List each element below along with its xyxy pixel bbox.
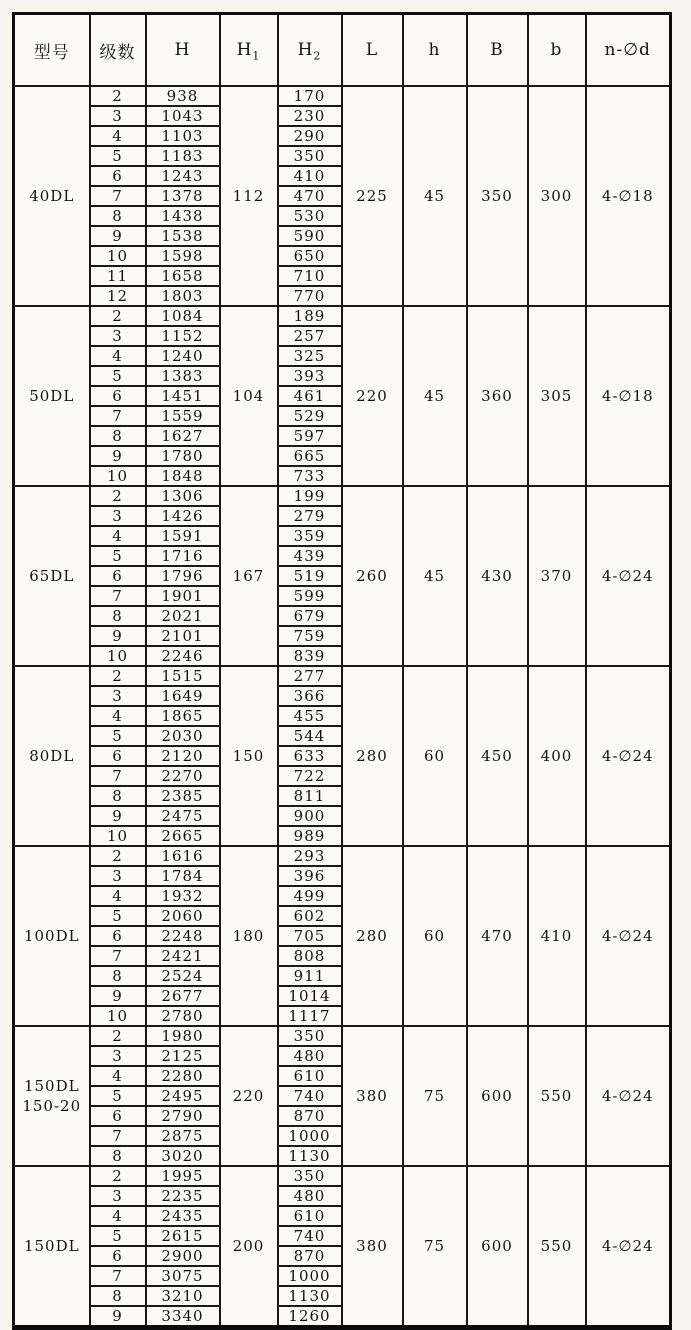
stage-cell: 3 (90, 326, 146, 346)
stage-cell: 2 (90, 486, 146, 506)
l-value-cell: 380 (342, 1166, 403, 1328)
stage-cell: 5 (90, 906, 146, 926)
model-label-line: 150DL (23, 1237, 80, 1255)
h-value-cell: 1383 (146, 366, 220, 386)
bolt-holes-cell: 4-∅18 (586, 306, 671, 486)
model-label-line: 65DL (29, 567, 75, 585)
b-large-value-cell: 430 (467, 486, 528, 666)
h-value-cell: 1183 (146, 146, 220, 166)
h2-value-cell: 396 (278, 866, 342, 886)
h-value-cell: 1243 (146, 166, 220, 186)
column-header-subscript: 1 (252, 49, 261, 63)
h-value-cell: 3340 (146, 1306, 220, 1328)
l-value-cell: 380 (342, 1026, 403, 1166)
bolt-holes-cell: 4-∅24 (586, 1026, 671, 1166)
h-value-cell: 1103 (146, 126, 220, 146)
h2-value-cell: 759 (278, 626, 342, 646)
stage-cell: 6 (90, 566, 146, 586)
table-row (14, 666, 671, 686)
model-label-line: 150-20 (22, 1097, 82, 1115)
h2-value-cell: 599 (278, 586, 342, 606)
stage-cell: 4 (90, 346, 146, 366)
stage-cell: 5 (90, 1086, 146, 1106)
table-row (14, 306, 671, 326)
h2-value-cell: 610 (278, 1206, 342, 1226)
h1-value-cell: 167 (220, 486, 278, 666)
h-value-cell: 1980 (146, 1026, 220, 1046)
h2-value-cell: 293 (278, 846, 342, 866)
b-small-value-cell: 400 (528, 666, 586, 846)
table-row (14, 86, 671, 106)
model-cell (14, 846, 90, 1026)
stage-cell: 8 (90, 426, 146, 446)
h-value-cell: 2875 (146, 1126, 220, 1146)
h2-value-cell: 519 (278, 566, 342, 586)
stage-cell: 10 (90, 246, 146, 266)
h2-value-cell: 911 (278, 966, 342, 986)
column-header-L (342, 14, 403, 87)
stage-cell: 3 (90, 866, 146, 886)
column-header-b (528, 14, 586, 87)
stage-cell: 2 (90, 306, 146, 326)
stage-cell: 7 (90, 946, 146, 966)
stage-cell: 10 (90, 826, 146, 846)
h2-value-cell: 530 (278, 206, 342, 226)
stage-cell: 7 (90, 1126, 146, 1146)
h2-value-cell: 480 (278, 1186, 342, 1206)
stage-cell: 4 (90, 1066, 146, 1086)
h-small-value-cell: 45 (403, 306, 467, 486)
h2-value-cell: 359 (278, 526, 342, 546)
l-value-cell: 225 (342, 86, 403, 306)
column-header-H1 (220, 14, 278, 87)
h-value-cell: 2125 (146, 1046, 220, 1066)
h-value-cell: 2435 (146, 1206, 220, 1226)
h-value-cell: 2270 (146, 766, 220, 786)
stage-cell: 7 (90, 766, 146, 786)
h2-value-cell: 199 (278, 486, 342, 506)
b-small-value-cell: 370 (528, 486, 586, 666)
column-header-nd (586, 14, 671, 87)
h-value-cell: 2060 (146, 906, 220, 926)
h-value-cell: 2120 (146, 746, 220, 766)
h1-value-cell: 150 (220, 666, 278, 846)
h1-value-cell: 220 (220, 1026, 278, 1166)
h-value-cell: 1451 (146, 386, 220, 406)
stage-cell: 2 (90, 846, 146, 866)
stage-cell: 6 (90, 386, 146, 406)
h-value-cell: 2021 (146, 606, 220, 626)
model-cell (14, 1026, 90, 1166)
h-value-cell: 1796 (146, 566, 220, 586)
column-header-label: H (236, 40, 253, 60)
h-value-cell: 1932 (146, 886, 220, 906)
stage-cell: 7 (90, 586, 146, 606)
h-value-cell: 1306 (146, 486, 220, 506)
h-small-value-cell: 60 (403, 666, 467, 846)
h2-value-cell: 870 (278, 1246, 342, 1266)
h2-value-cell: 989 (278, 826, 342, 846)
stage-cell: 3 (90, 1046, 146, 1066)
bolt-holes-cell: 4-∅24 (586, 666, 671, 846)
h-value-cell: 2615 (146, 1226, 220, 1246)
h-value-cell: 1426 (146, 506, 220, 526)
stage-cell: 9 (90, 986, 146, 1006)
stage-cell: 8 (90, 606, 146, 626)
column-header-label: 型号 (33, 42, 70, 63)
stage-cell: 2 (90, 1026, 146, 1046)
h-value-cell: 2790 (146, 1106, 220, 1126)
table-body (14, 86, 671, 1328)
model-cell (14, 486, 90, 666)
stage-cell: 10 (90, 466, 146, 486)
stage-cell: 4 (90, 526, 146, 546)
h2-value-cell: 455 (278, 706, 342, 726)
h-value-cell: 3020 (146, 1146, 220, 1166)
b-small-value-cell: 550 (528, 1026, 586, 1166)
column-header-label: h (428, 40, 441, 60)
h2-value-cell: 257 (278, 326, 342, 346)
h-value-cell: 2248 (146, 926, 220, 946)
stage-cell: 10 (90, 646, 146, 666)
column-header-label: L (365, 40, 379, 60)
h2-value-cell: 597 (278, 426, 342, 446)
h2-value-cell: 170 (278, 86, 342, 106)
model-cell (14, 1166, 90, 1328)
column-header-label: H (297, 40, 314, 60)
h-value-cell: 1084 (146, 306, 220, 326)
l-value-cell: 280 (342, 666, 403, 846)
h-value-cell: 1865 (146, 706, 220, 726)
h-value-cell: 938 (146, 86, 220, 106)
pump-dimensions-table (12, 12, 672, 1330)
h-value-cell: 1598 (146, 246, 220, 266)
stage-cell: 10 (90, 1006, 146, 1026)
column-header-label: 级数 (99, 42, 136, 63)
model-label-line: 40DL (29, 187, 75, 205)
h-value-cell: 1658 (146, 266, 220, 286)
h-small-value-cell: 45 (403, 486, 467, 666)
stage-cell: 4 (90, 886, 146, 906)
b-small-value-cell: 550 (528, 1166, 586, 1328)
stage-cell: 12 (90, 286, 146, 306)
table-row (14, 1166, 671, 1186)
h1-value-cell: 200 (220, 1166, 278, 1328)
stage-cell: 9 (90, 626, 146, 646)
stage-cell: 6 (90, 1246, 146, 1266)
h1-value-cell: 112 (220, 86, 278, 306)
h-value-cell: 1438 (146, 206, 220, 226)
h-value-cell: 2475 (146, 806, 220, 826)
model-label-line: 80DL (29, 747, 75, 765)
h2-value-cell: 770 (278, 286, 342, 306)
h-value-cell: 1378 (146, 186, 220, 206)
b-large-value-cell: 450 (467, 666, 528, 846)
h-value-cell: 1901 (146, 586, 220, 606)
stage-cell: 8 (90, 1146, 146, 1166)
b-large-value-cell: 470 (467, 846, 528, 1026)
stage-cell: 5 (90, 366, 146, 386)
h2-value-cell: 705 (278, 926, 342, 946)
h2-value-cell: 350 (278, 1166, 342, 1186)
h-value-cell: 2385 (146, 786, 220, 806)
stage-cell: 5 (90, 726, 146, 746)
column-header-stages (90, 14, 146, 87)
table-row (14, 1026, 671, 1046)
column-header-H2 (278, 14, 342, 87)
model-cell (14, 306, 90, 486)
h2-value-cell: 1130 (278, 1146, 342, 1166)
column-header-model (14, 14, 90, 87)
column-header-label: B (490, 40, 504, 60)
stage-cell: 8 (90, 1286, 146, 1306)
stage-cell: 4 (90, 126, 146, 146)
stage-cell: 4 (90, 706, 146, 726)
h2-value-cell: 839 (278, 646, 342, 666)
bolt-holes-cell: 4-∅18 (586, 86, 671, 306)
h2-value-cell: 529 (278, 406, 342, 426)
b-large-value-cell: 360 (467, 306, 528, 486)
h-value-cell: 2421 (146, 946, 220, 966)
h2-value-cell: 722 (278, 766, 342, 786)
h2-value-cell: 189 (278, 306, 342, 326)
h-value-cell: 1716 (146, 546, 220, 566)
h-value-cell: 1627 (146, 426, 220, 446)
h2-value-cell: 811 (278, 786, 342, 806)
h2-value-cell: 1130 (278, 1286, 342, 1306)
bolt-holes-cell: 4-∅24 (586, 1166, 671, 1328)
h2-value-cell: 740 (278, 1226, 342, 1246)
h-value-cell: 3210 (146, 1286, 220, 1306)
column-header-h (403, 14, 467, 87)
stage-cell: 9 (90, 226, 146, 246)
stage-cell: 3 (90, 686, 146, 706)
h-value-cell: 1848 (146, 466, 220, 486)
stage-cell: 6 (90, 166, 146, 186)
h-value-cell: 2030 (146, 726, 220, 746)
h-value-cell: 1559 (146, 406, 220, 426)
stage-cell: 11 (90, 266, 146, 286)
h2-value-cell: 633 (278, 746, 342, 766)
h2-value-cell: 1117 (278, 1006, 342, 1026)
h-value-cell: 1515 (146, 666, 220, 686)
stage-cell: 8 (90, 206, 146, 226)
h-value-cell: 2524 (146, 966, 220, 986)
h2-value-cell: 439 (278, 546, 342, 566)
h2-value-cell: 900 (278, 806, 342, 826)
stage-cell: 8 (90, 966, 146, 986)
h-value-cell: 2665 (146, 826, 220, 846)
l-value-cell: 220 (342, 306, 403, 486)
h2-value-cell: 499 (278, 886, 342, 906)
stage-cell: 6 (90, 1106, 146, 1126)
stage-cell: 5 (90, 146, 146, 166)
stage-cell: 6 (90, 746, 146, 766)
stage-cell: 4 (90, 1206, 146, 1226)
b-small-value-cell: 300 (528, 86, 586, 306)
h-value-cell: 1784 (146, 866, 220, 886)
h-small-value-cell: 60 (403, 846, 467, 1026)
h2-value-cell: 544 (278, 726, 342, 746)
h-value-cell: 1803 (146, 286, 220, 306)
h-value-cell: 3075 (146, 1266, 220, 1286)
h2-value-cell: 410 (278, 166, 342, 186)
column-header-label: H (174, 40, 191, 60)
column-header-B (467, 14, 528, 87)
b-small-value-cell: 410 (528, 846, 586, 1026)
column-header-subscript: 2 (313, 49, 322, 63)
model-cell (14, 666, 90, 846)
h2-value-cell: 350 (278, 146, 342, 166)
stage-cell: 9 (90, 806, 146, 826)
model-label-line: 150DL (23, 1077, 80, 1095)
h-small-value-cell: 45 (403, 86, 467, 306)
model-label-line: 50DL (29, 387, 75, 405)
h2-value-cell: 277 (278, 666, 342, 686)
h2-value-cell: 230 (278, 106, 342, 126)
l-value-cell: 260 (342, 486, 403, 666)
stage-cell: 7 (90, 1266, 146, 1286)
stage-cell: 2 (90, 1166, 146, 1186)
h2-value-cell: 650 (278, 246, 342, 266)
b-large-value-cell: 600 (467, 1166, 528, 1328)
table-header-row (14, 14, 671, 87)
h2-value-cell: 350 (278, 1026, 342, 1046)
h2-value-cell: 733 (278, 466, 342, 486)
model-label-line: 100DL (23, 927, 80, 945)
stage-cell: 7 (90, 406, 146, 426)
h-value-cell: 1043 (146, 106, 220, 126)
l-value-cell: 280 (342, 846, 403, 1026)
h2-value-cell: 1260 (278, 1306, 342, 1328)
h-value-cell: 1240 (146, 346, 220, 366)
h2-value-cell: 679 (278, 606, 342, 626)
h2-value-cell: 610 (278, 1066, 342, 1086)
column-header-H (146, 14, 220, 87)
h-value-cell: 1649 (146, 686, 220, 706)
bolt-holes-cell: 4-∅24 (586, 846, 671, 1026)
h-value-cell: 1591 (146, 526, 220, 546)
h2-value-cell: 290 (278, 126, 342, 146)
h2-value-cell: 710 (278, 266, 342, 286)
stage-cell: 7 (90, 186, 146, 206)
h-value-cell: 2495 (146, 1086, 220, 1106)
h1-value-cell: 104 (220, 306, 278, 486)
h2-value-cell: 1000 (278, 1126, 342, 1146)
h2-value-cell: 740 (278, 1086, 342, 1106)
h2-value-cell: 480 (278, 1046, 342, 1066)
stage-cell: 3 (90, 106, 146, 126)
h-value-cell: 1538 (146, 226, 220, 246)
h2-value-cell: 665 (278, 446, 342, 466)
h-value-cell: 2101 (146, 626, 220, 646)
h-value-cell: 2246 (146, 646, 220, 666)
h2-value-cell: 325 (278, 346, 342, 366)
column-header-label: n-∅d (604, 40, 651, 60)
table-row (14, 846, 671, 866)
stage-cell: 6 (90, 926, 146, 946)
h-value-cell: 2780 (146, 1006, 220, 1026)
h-value-cell: 2235 (146, 1186, 220, 1206)
stage-cell: 9 (90, 446, 146, 466)
stage-cell: 3 (90, 506, 146, 526)
h-value-cell: 2677 (146, 986, 220, 1006)
h2-value-cell: 279 (278, 506, 342, 526)
stage-cell: 3 (90, 1186, 146, 1206)
stage-cell: 9 (90, 1306, 146, 1328)
h2-value-cell: 366 (278, 686, 342, 706)
h-value-cell: 1995 (146, 1166, 220, 1186)
h-value-cell: 2900 (146, 1246, 220, 1266)
bolt-holes-cell: 4-∅24 (586, 486, 671, 666)
stage-cell: 5 (90, 1226, 146, 1246)
stage-cell: 5 (90, 546, 146, 566)
h2-value-cell: 870 (278, 1106, 342, 1126)
h-value-cell: 2280 (146, 1066, 220, 1086)
h2-value-cell: 393 (278, 366, 342, 386)
h2-value-cell: 1000 (278, 1266, 342, 1286)
h2-value-cell: 470 (278, 186, 342, 206)
h-value-cell: 1780 (146, 446, 220, 466)
h-small-value-cell: 75 (403, 1026, 467, 1166)
column-header-label: b (550, 40, 563, 60)
table-header (14, 14, 671, 87)
h2-value-cell: 602 (278, 906, 342, 926)
h2-value-cell: 590 (278, 226, 342, 246)
b-large-value-cell: 350 (467, 86, 528, 306)
stage-cell: 2 (90, 666, 146, 686)
stage-cell: 2 (90, 86, 146, 106)
h-value-cell: 1152 (146, 326, 220, 346)
table-row (14, 486, 671, 506)
h-small-value-cell: 75 (403, 1166, 467, 1328)
pump-dimensions-table-wrap (12, 12, 672, 1330)
stage-cell: 8 (90, 786, 146, 806)
b-small-value-cell: 305 (528, 306, 586, 486)
h1-value-cell: 180 (220, 846, 278, 1026)
h2-value-cell: 808 (278, 946, 342, 966)
b-large-value-cell: 600 (467, 1026, 528, 1166)
h2-value-cell: 461 (278, 386, 342, 406)
h-value-cell: 1616 (146, 846, 220, 866)
model-cell (14, 86, 90, 306)
h2-value-cell: 1014 (278, 986, 342, 1006)
